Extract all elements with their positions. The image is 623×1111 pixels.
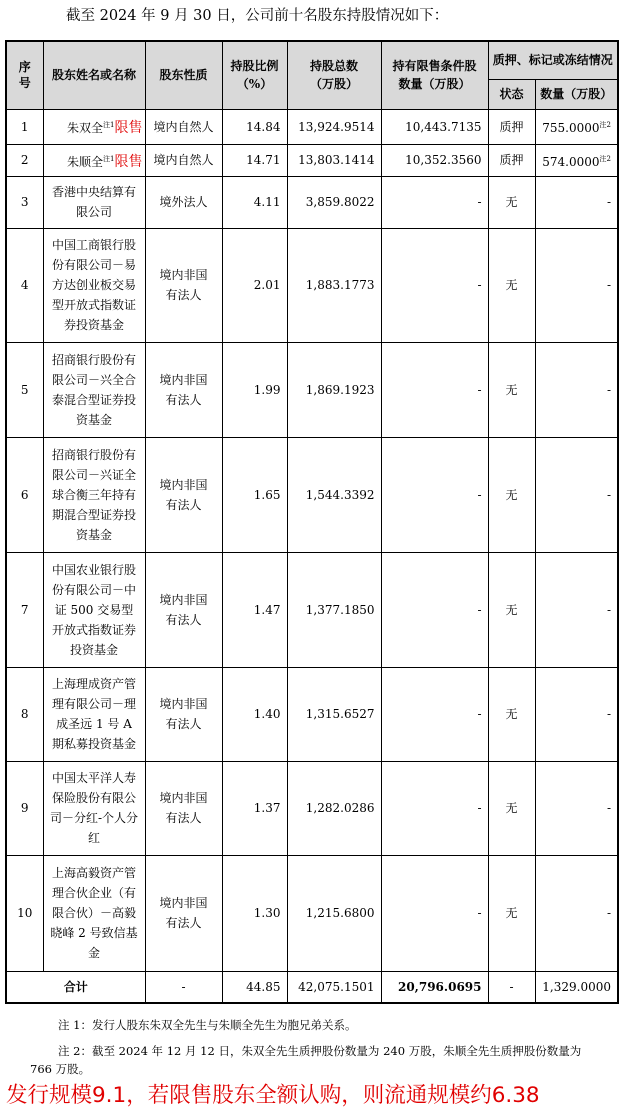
cell-seq: 9 bbox=[6, 761, 43, 855]
header-status: 状态 bbox=[488, 79, 535, 109]
header-seq: 序号 bbox=[6, 41, 43, 109]
cell-status: 无 bbox=[488, 667, 535, 761]
cell-name bbox=[43, 144, 145, 176]
header-nature: 股东性质 bbox=[145, 41, 222, 109]
cell-restricted: - bbox=[381, 176, 488, 228]
cell-ratio: 4.11 bbox=[222, 176, 287, 228]
cell-total: 13,803.1414 bbox=[287, 144, 381, 176]
cell-restricted: - bbox=[381, 228, 488, 342]
shareholder-table bbox=[5, 40, 619, 1004]
cell-total: 1,869.1923 bbox=[287, 342, 381, 437]
cell-status: 无 bbox=[488, 761, 535, 855]
cell-nature: 境外法人 bbox=[145, 176, 222, 228]
cell-name: 招商银行股份有限公司－兴证全球合衡三年持有期混合型证券投资基金 bbox=[43, 437, 145, 552]
cell-quantity: - bbox=[535, 228, 618, 342]
cell-restricted: - bbox=[381, 552, 488, 667]
cell-restricted: - bbox=[381, 667, 488, 761]
name-note-ref: 注1 bbox=[103, 121, 115, 129]
cell-total: 3,859.8022 bbox=[287, 176, 381, 228]
intro-text: 截至 2024 年 9 月 30 日，公司前十名股东持股情况如下： bbox=[66, 8, 449, 24]
cell-seq: 3 bbox=[6, 176, 43, 228]
cell-total: 1,883.1773 bbox=[287, 228, 381, 342]
cell-nature: 境内非国有法人 bbox=[145, 437, 222, 552]
cell-quantity: - bbox=[535, 667, 618, 761]
table-row bbox=[6, 761, 618, 855]
cell-ratio: 1.30 bbox=[222, 855, 287, 971]
cell-status: 无 bbox=[488, 176, 535, 228]
cell-total: 13,924.9514 bbox=[287, 109, 381, 144]
cell-quantity bbox=[535, 109, 618, 144]
cell-quantity: - bbox=[535, 437, 618, 552]
table-row bbox=[6, 176, 618, 228]
cell-restricted: - bbox=[381, 437, 488, 552]
quantity-note-ref: 注2 bbox=[599, 121, 612, 129]
note-1: 注 1：发行人股东朱双全先生与朱顺全先生为胞兄弟关系。 bbox=[58, 1018, 357, 1032]
cell-ratio: 2.01 bbox=[222, 228, 287, 342]
cell-name bbox=[43, 109, 145, 144]
cell-restricted: - bbox=[381, 342, 488, 437]
cell-quantity: - bbox=[535, 761, 618, 855]
table-row bbox=[6, 667, 618, 761]
cell-ratio: 1.40 bbox=[222, 667, 287, 761]
cell-nature: 境内非国有法人 bbox=[145, 228, 222, 342]
cell-seq: 4 bbox=[6, 228, 43, 342]
cell-nature: 境内自然人 bbox=[145, 109, 222, 144]
total-ratio: 44.85 bbox=[222, 971, 287, 1003]
note-2-continued: 766 万股。 bbox=[30, 1062, 91, 1076]
cell-quantity: - bbox=[535, 855, 618, 971]
cell-total: 1,215.6800 bbox=[287, 855, 381, 971]
table-row bbox=[6, 228, 618, 342]
cell-seq: 6 bbox=[6, 437, 43, 552]
total-status: - bbox=[488, 971, 535, 1003]
total-row bbox=[6, 971, 618, 1003]
cell-name: 上海高毅资产管理合伙企业（有限合伙）－高毅晓峰 2 号致信基金 bbox=[43, 855, 145, 971]
cell-status: 质押 bbox=[488, 144, 535, 176]
cell-total: 1,282.0286 bbox=[287, 761, 381, 855]
total-shares: 42,075.1501 bbox=[287, 971, 381, 1003]
cell-restricted: - bbox=[381, 761, 488, 855]
name-note-ref: 注1 bbox=[103, 154, 115, 163]
cell-total: 1,377.1850 bbox=[287, 552, 381, 667]
cell-status: 无 bbox=[488, 228, 535, 342]
total-quantity: 1,329.0000 bbox=[535, 971, 618, 1003]
cell-status: 无 bbox=[488, 342, 535, 437]
name-text: 朱顺全 bbox=[67, 154, 104, 169]
table-row bbox=[6, 552, 618, 667]
cell-name: 中国太平洋人寿保险股份有限公司－分红-个人分红 bbox=[43, 761, 145, 855]
cell-quantity: - bbox=[535, 176, 618, 228]
note-2: 注 2：截至 2024 年 12 月 12 日，朱双全先生质押股份数量为 240 万股，朱顺全先生质押股份数量为 bbox=[58, 1044, 582, 1058]
cell-status: 无 bbox=[488, 552, 535, 667]
cell-seq: 7 bbox=[6, 552, 43, 667]
cell-quantity: - bbox=[535, 342, 618, 437]
cell-ratio: 1.99 bbox=[222, 342, 287, 437]
cell-ratio: 1.47 bbox=[222, 552, 287, 667]
table-row bbox=[6, 144, 618, 176]
total-restricted: 20,796.0695 bbox=[381, 971, 488, 1003]
cell-nature: 境内非国有法人 bbox=[145, 342, 222, 437]
cell-seq: 2 bbox=[6, 144, 43, 176]
header-restricted: 持有限售条件股数量（万股） bbox=[381, 41, 488, 109]
cell-nature: 境内非国有法人 bbox=[145, 761, 222, 855]
cell-nature: 境内非国有法人 bbox=[145, 552, 222, 667]
name-text: 朱双全 bbox=[67, 121, 104, 135]
cell-total: 1,544.3392 bbox=[287, 437, 381, 552]
cell-status: 无 bbox=[488, 855, 535, 971]
cell-ratio: 1.37 bbox=[222, 761, 287, 855]
restricted-mark: 限售 bbox=[114, 153, 143, 170]
total-nature: - bbox=[145, 971, 222, 1003]
cell-name: 上海理成资产管理有限公司－理成圣远 1 号 A 期私募投资基金 bbox=[43, 667, 145, 761]
cell-ratio: 1.65 bbox=[222, 437, 287, 552]
cell-name: 中国工商银行股份有限公司－易方达创业板交易型开放式指数证券投资基金 bbox=[43, 228, 145, 342]
cell-nature: 境内自然人 bbox=[145, 144, 222, 176]
cell-restricted: 10,443.7135 bbox=[381, 109, 488, 144]
cell-nature: 境内非国有法人 bbox=[145, 667, 222, 761]
total-label: 合计 bbox=[6, 971, 145, 1003]
cell-quantity: - bbox=[535, 552, 618, 667]
header-total: 持股总数（万股） bbox=[287, 41, 381, 109]
header-ratio: 持股比例（%） bbox=[222, 41, 287, 109]
cell-ratio: 14.84 bbox=[222, 109, 287, 144]
table-row bbox=[6, 437, 618, 552]
cell-quantity bbox=[535, 144, 618, 176]
quantity-text: 755.0000 bbox=[542, 121, 600, 135]
cell-ratio: 14.71 bbox=[222, 144, 287, 176]
footer-annotation: 发行规模9.1，若限售股东全额认购，则流通规模约6.38 bbox=[6, 1083, 540, 1108]
header-quantity: 数量（万股） bbox=[535, 79, 618, 109]
cell-status: 无 bbox=[488, 437, 535, 552]
cell-total: 1,315.6527 bbox=[287, 667, 381, 761]
cell-restricted: - bbox=[381, 855, 488, 971]
table-row bbox=[6, 109, 618, 144]
cell-seq: 1 bbox=[6, 109, 43, 144]
cell-status: 质押 bbox=[488, 109, 535, 144]
table-row bbox=[6, 342, 618, 437]
quantity-note-ref: 注2 bbox=[599, 154, 612, 163]
header-name: 股东姓名或名称 bbox=[43, 41, 145, 109]
cell-name: 中国农业银行股份有限公司－中证 500 交易型开放式指数证券投资基金 bbox=[43, 552, 145, 667]
header-pledge-group: 质押、标记或冻结情况 bbox=[488, 41, 618, 79]
cell-seq: 5 bbox=[6, 342, 43, 437]
cell-restricted: 10,352.3560 bbox=[381, 144, 488, 176]
cell-name: 香港中央结算有限公司 bbox=[43, 176, 145, 228]
table-row bbox=[6, 855, 618, 971]
quantity-text: 574.0000 bbox=[542, 154, 600, 169]
cell-seq: 8 bbox=[6, 667, 43, 761]
cell-seq: 10 bbox=[6, 855, 43, 971]
restricted-mark: 限售 bbox=[114, 120, 143, 136]
cell-nature: 境内非国有法人 bbox=[145, 855, 222, 971]
cell-name: 招商银行股份有限公司－兴全合泰混合型证券投资基金 bbox=[43, 342, 145, 437]
